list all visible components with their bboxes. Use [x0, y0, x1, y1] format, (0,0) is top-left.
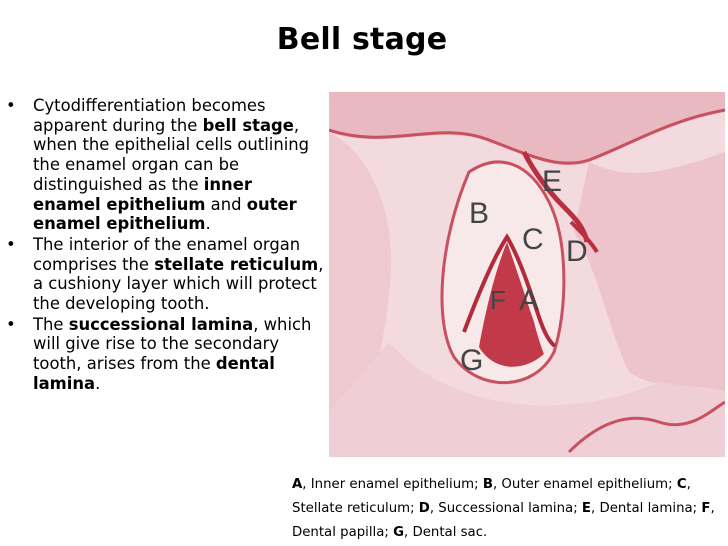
caption-text [292, 477, 715, 540]
bullet-item [6, 315, 324, 394]
label-g: G [460, 344, 484, 377]
text-run: and [205, 194, 247, 214]
text-run: , Dental papilla; [292, 500, 715, 540]
bold-term: A [292, 477, 303, 492]
text-run: The [33, 314, 69, 334]
bold-term: E [581, 500, 591, 516]
bold-term: outer enamel epithelium [33, 194, 297, 234]
text-run: , Inner enamel epithelium; [302, 477, 483, 492]
text-run: , a cushiony layer which will protect the developing tooth. [33, 254, 324, 314]
histology-figure [329, 92, 725, 457]
label-a: A [519, 284, 540, 317]
bold-term: F [701, 500, 711, 516]
text-run: , Stellate reticulum; [292, 477, 691, 516]
bullet-text [33, 96, 309, 233]
label-c: C [522, 223, 544, 256]
text-run: . [205, 214, 211, 234]
text-run: , Dental sac. [404, 524, 488, 540]
figure-caption [292, 473, 722, 544]
text-run: , Dental lamina; [591, 500, 702, 516]
bold-term: bell stage [202, 115, 294, 135]
label-d: D [566, 235, 588, 268]
text-run: , Outer enamel epithelium; [492, 477, 677, 492]
bold-term: dental lamina [33, 354, 275, 393]
slide-title: Bell stage [276, 22, 448, 57]
text-run: Cytodifferentiation becomes apparent during the [33, 96, 266, 135]
bullet-list [6, 96, 324, 395]
bold-term: C [676, 477, 687, 492]
label-b: B [469, 197, 490, 230]
text-run: The interior of the enamel organ comprises the [33, 234, 301, 274]
bold-term: inner enamel epithelium [33, 174, 252, 214]
bullet-icon: • [6, 96, 16, 115]
bell-stage-micrograph [329, 92, 725, 457]
text-run: . [95, 373, 101, 393]
label-e: E [542, 165, 563, 198]
bullet-item [6, 96, 324, 234]
bold-term: stellate reticulum [154, 254, 319, 274]
bold-term: B [482, 477, 493, 492]
label-f: F [490, 285, 506, 315]
text-run: , Successional lamina; [429, 500, 582, 516]
bullet-text [33, 315, 311, 393]
bullet-icon: • [6, 314, 16, 334]
text-run: , when the epithelial cells outlining the enamel organ can be distinguished as the [33, 115, 310, 194]
bullet-item [6, 235, 324, 314]
bullet-text [33, 235, 323, 313]
text-run: , which will give rise to the secondary tooth, arises from the [33, 314, 312, 374]
bullet-icon: • [6, 234, 16, 254]
bold-term: G [393, 524, 405, 540]
bold-term: D [418, 500, 430, 516]
bold-term: successional lamina [68, 314, 254, 334]
